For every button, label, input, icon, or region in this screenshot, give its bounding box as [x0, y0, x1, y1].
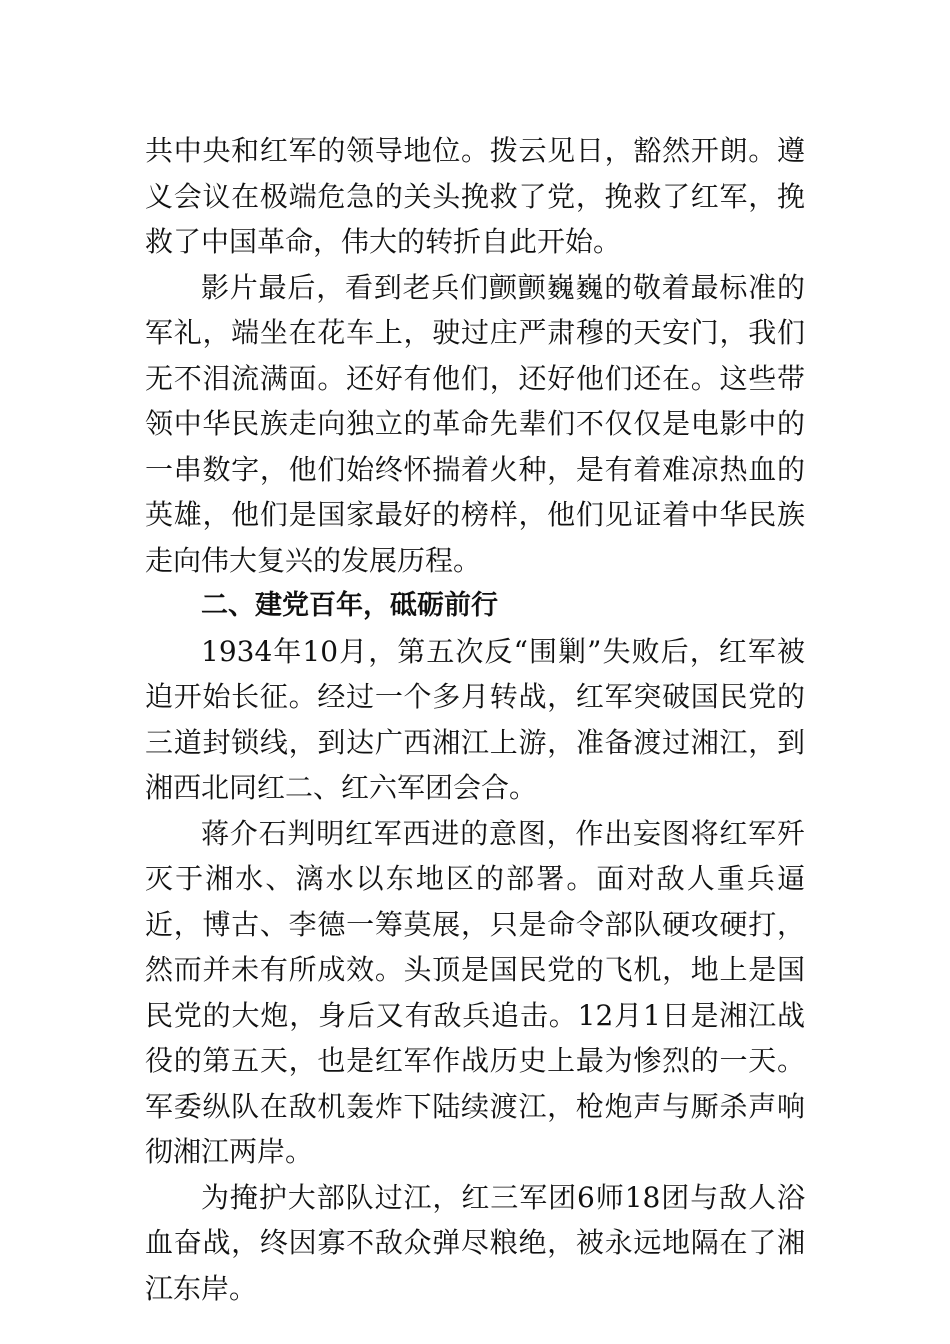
paragraph-rearguard-regiment: 为掩护大部队过江，红三军团6师18团与敌人浴血奋战，终因寡不敌众弹尽粮绝，被永远地隔在了湘江东岸。 — [145, 1180, 805, 1305]
paragraph-long-march-start: 1934年10月，第五次反“围剿”失败后，红军被迫开始长征。经过一个多月转战，红军突破国民党的三道封锁线，到达广西湘江上游，准备渡过湘江，到湘西北同红二、红六军团会合。 — [145, 634, 805, 804]
document-body — [145, 128, 805, 1311]
section-heading: 二、建党百年，砥砺前行 — [201, 590, 498, 621]
paragraph-xiangjiang-battle: 蒋介石判明红军西进的意图，作出妄图将红军歼灭于湘水、漓水以东地区的部署。面对敌人重兵逼近，博古、李德一筹莫展，只是命令部队硬攻硬打，然而并未有所成效。头顶是国民党的飞机，地上是国民党的大炮，身后又有敌兵追击。12月1日是湘江战役的第五天，也是红军作战历史上最为惨烈的一天。军委纵队在敌机轰炸下陆续渡江，枪炮声与厮杀声响彻湘江两岸。 — [145, 816, 805, 1168]
paragraph-zunyi-conclusion: 共中央和红军的领导地位。拨云见日，豁然开朗。遵义会议在极端危急的关头挽救了党，挽救了红军，挽救了中国革命，伟大的转折自此开始。 — [145, 134, 805, 258]
paragraph-film-ending: 影片最后，看到老兵们颤颤巍巍的敬着最标准的军礼，端坐在花车上，驶过庄严肃穆的天安门，我们无不泪流满面。还好有他们，还好他们还在。这些带领中华民族走向独立的革命先辈们不仅仅是电影中的一串数字，他们始终怀揣着火种，是有着难凉热血的英雄，他们是国家最好的榜样，他们见证着中华民族走向伟大复兴的发展历程。 — [145, 270, 805, 577]
